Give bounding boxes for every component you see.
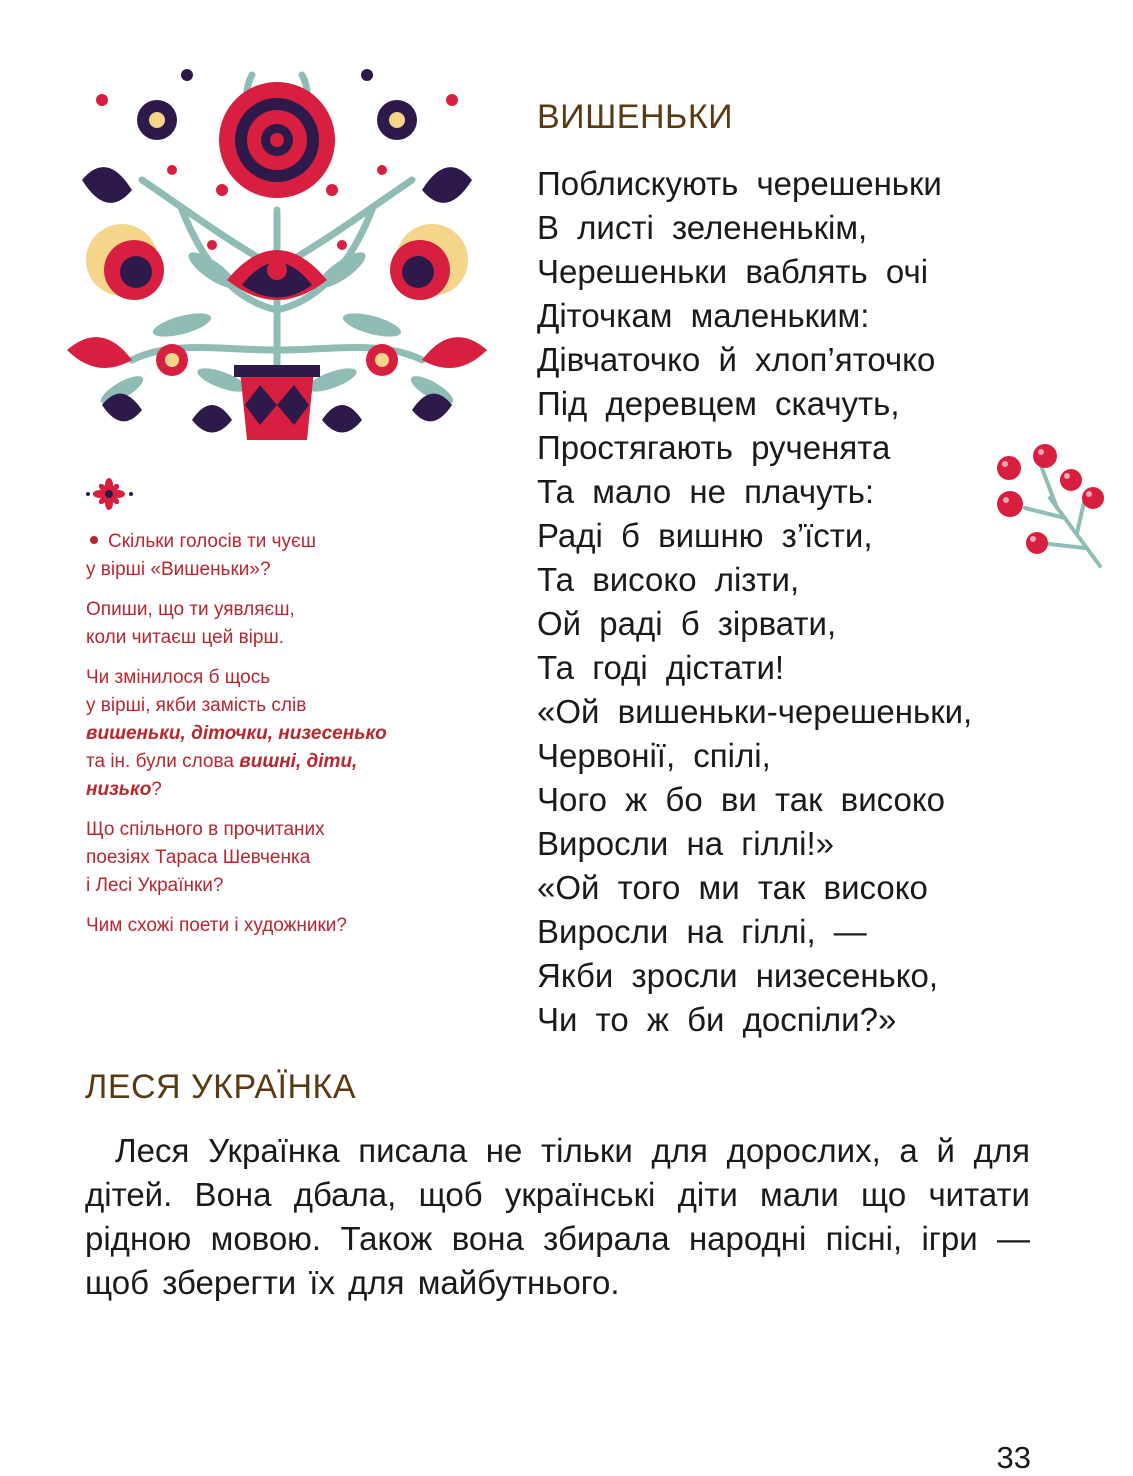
poem-line: «Ой того ми так високо (537, 869, 928, 906)
poem-line: В листі зелененькім, (537, 209, 868, 246)
bullet-icon (90, 536, 98, 544)
section-title: ЛЕСЯ УКРАЇНКА (85, 1068, 357, 1106)
question-5: Чим схожі поети і художники? (86, 915, 347, 936)
poem-line: Чого ж бо ви так високо (537, 781, 946, 818)
emphasis-words: вишеньки, діточки, низесенько (86, 723, 387, 744)
poem-text (537, 162, 972, 1042)
poem-line: Та годі дістати! (537, 649, 785, 686)
poem-title: ВИШЕНЬКИ (537, 98, 734, 136)
poem-line: Під деревцем скачуть, (537, 385, 900, 422)
emphasis-words: низько (86, 779, 152, 800)
questions-block (86, 528, 426, 952)
poem-line: Ой раді б зірвати, (537, 605, 837, 642)
poem-line: Дівчаточко й хлоп’яточко (537, 341, 936, 378)
page-number: 33 (996, 1440, 1031, 1475)
poem-line: Червонії, спілі, (537, 737, 771, 774)
poem-line: Якби зросли низесенько, (537, 957, 939, 994)
poem-line: Та мало не плачуть: (537, 473, 875, 510)
poem-line: «Ой вишеньки-черешеньки, (537, 693, 973, 730)
question-4: Що спільного в прочитаних поезіях Тараса Шевченка і Лесі Українки? (86, 819, 325, 896)
poem-line: Та високо лізти, (537, 561, 800, 598)
emphasis-words: вишні, діти, (239, 751, 358, 772)
poem-line: Чи то ж би доспіли?» (537, 1001, 897, 1038)
flower-divider-icon (82, 478, 137, 510)
question-3: Чи змінилося б щось у вірші, якби замість слів вишеньки, діточки, низесенько та ін. були слова вишні, діти, низько? (86, 667, 387, 800)
viburnum-berry-branch-icon (985, 438, 1110, 568)
poem-line: Раді б вишню з’їсти, (537, 517, 873, 554)
question-2: Опиши, що ти уявляєш, коли читаєш цей вірш. (86, 599, 295, 648)
folk-flower-pot-icon (62, 60, 492, 450)
poem-line: Поблискують черешеньки (537, 165, 942, 202)
question-1: Скільки голосів ти чуєш у вірші «Вишеньки»? (86, 531, 316, 580)
section-text: Леся Українка писала не тільки для дорослих, а й для дітей. Вона дбала, щоб українські діти мали що читати рідною мовою. Також вона збирала народні пісні, ігри — щоб зберегти їх для майбутнього. (85, 1132, 1030, 1301)
poem-line: Черешеньки ваблять очі (537, 253, 929, 290)
poem-line: Виросли на гіллі!» (537, 825, 834, 862)
poem-line: Діточкам маленьким: (537, 297, 870, 334)
poem-line: Виросли на гіллі, — (537, 913, 867, 950)
poem-line: Простягають рученята (537, 429, 891, 466)
